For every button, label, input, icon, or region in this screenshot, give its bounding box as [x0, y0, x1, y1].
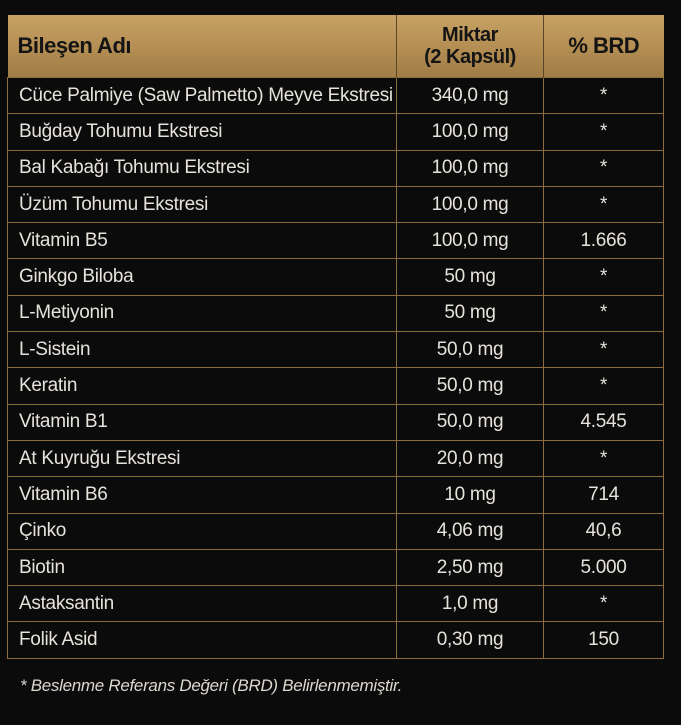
rdv-cell: *: [544, 259, 664, 295]
amount-cell: 50,0 mg: [397, 368, 544, 404]
table-body: [8, 78, 664, 659]
table-row: [8, 223, 664, 259]
table-row: [8, 150, 664, 186]
amount-cell: 100,0 mg: [397, 150, 544, 186]
table-row: [8, 549, 664, 585]
amount-cell: 100,0 mg: [397, 223, 544, 259]
rdv-cell: *: [544, 78, 664, 114]
amount-cell: 0,30 mg: [397, 622, 544, 658]
ingredient-name-cell: At Kuyruğu Ekstresi: [8, 440, 397, 476]
rdv-cell: 4.545: [544, 404, 664, 440]
rdv-cell: *: [544, 114, 664, 150]
ingredient-name-cell: Çinko: [8, 513, 397, 549]
amount-cell: 340,0 mg: [397, 78, 544, 114]
table-row: [8, 368, 664, 404]
table-row: [8, 186, 664, 222]
ingredient-name-cell: Vitamin B6: [8, 477, 397, 513]
header-rdv: % BRD: [544, 15, 664, 78]
rdv-cell: 714: [544, 477, 664, 513]
amount-cell: 50 mg: [397, 295, 544, 331]
ingredient-name-cell: Biotin: [8, 549, 397, 585]
table-header-row: [8, 15, 664, 78]
table-row: [8, 332, 664, 368]
table-row: [8, 513, 664, 549]
ingredient-name-cell: Astaksantin: [8, 586, 397, 622]
ingredient-name-cell: L-Metiyonin: [8, 295, 397, 331]
table-row: [8, 259, 664, 295]
rdv-cell: *: [544, 332, 664, 368]
rdv-cell: *: [544, 295, 664, 331]
table-row: [8, 440, 664, 476]
header-ingredient-name: Bileşen Adı: [8, 15, 397, 78]
ingredient-name-cell: Vitamin B1: [8, 404, 397, 440]
amount-cell: 100,0 mg: [397, 186, 544, 222]
table-row: [8, 477, 664, 513]
header-amount: [397, 15, 544, 78]
ingredients-table: [7, 15, 664, 659]
ingredient-name-cell: Bal Kabağı Tohumu Ekstresi: [8, 150, 397, 186]
ingredient-name-cell: Keratin: [8, 368, 397, 404]
rdv-cell: 5.000: [544, 549, 664, 585]
table-row: [8, 78, 664, 114]
amount-cell: 20,0 mg: [397, 440, 544, 476]
footnote: * Beslenme Referans Değeri (BRD) Belirlenmemiştir.: [20, 676, 403, 695]
amount-cell: 100,0 mg: [397, 114, 544, 150]
rdv-cell: *: [544, 186, 664, 222]
ingredient-name-cell: Cüce Palmiye (Saw Palmetto) Meyve Ekstresi: [8, 78, 397, 114]
ingredient-name-cell: Üzüm Tohumu Ekstresi: [8, 186, 397, 222]
amount-cell: 50,0 mg: [397, 404, 544, 440]
amount-cell: 4,06 mg: [397, 513, 544, 549]
rdv-cell: *: [544, 150, 664, 186]
rdv-cell: 40,6: [544, 513, 664, 549]
amount-cell: 1,0 mg: [397, 586, 544, 622]
amount-cell: 50,0 mg: [397, 332, 544, 368]
ingredient-name-cell: Vitamin B5: [8, 223, 397, 259]
table-row: [8, 404, 664, 440]
amount-cell: 50 mg: [397, 259, 544, 295]
amount-cell: 2,50 mg: [397, 549, 544, 585]
ingredient-name-cell: L-Sistein: [8, 332, 397, 368]
table-row: [8, 114, 664, 150]
ingredient-name-cell: Folik Asid: [8, 622, 397, 658]
table-row: [8, 295, 664, 331]
ingredient-name-cell: Ginkgo Biloba: [8, 259, 397, 295]
rdv-cell: *: [544, 440, 664, 476]
header-amount-line1: Miktar: [442, 24, 498, 46]
amount-cell: 10 mg: [397, 477, 544, 513]
rdv-cell: *: [544, 368, 664, 404]
table-row: [8, 622, 664, 658]
rdv-cell: 150: [544, 622, 664, 658]
rdv-cell: 1.666: [544, 223, 664, 259]
table-row: [8, 586, 664, 622]
header-amount-line2: (2 Kapsül): [424, 46, 516, 68]
ingredient-name-cell: Buğday Tohumu Ekstresi: [8, 114, 397, 150]
rdv-cell: *: [544, 586, 664, 622]
